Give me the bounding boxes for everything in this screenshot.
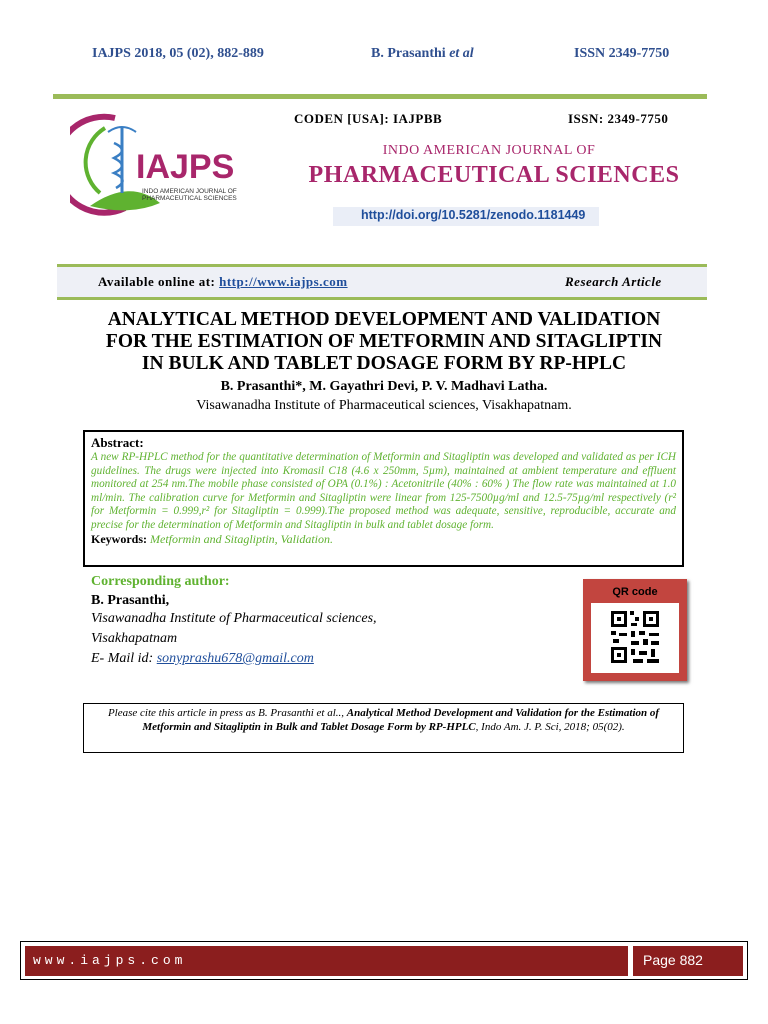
running-header-et-al: et al xyxy=(449,46,474,61)
availability-label: Available online at: xyxy=(98,274,220,289)
footer-page-band xyxy=(633,946,743,976)
article-type: Research Article xyxy=(565,274,662,289)
corresponding-city: Visakhapatnam xyxy=(91,631,178,646)
corresponding-name: B. Prasanthi, xyxy=(91,593,170,608)
logo-subtext-line-1: INDO AMERICAN JOURNAL OF xyxy=(142,188,237,195)
paper-title-line-2: FOR THE ESTIMATION OF METFORMIN AND SITAGLIPTIN xyxy=(105,331,663,352)
paper-title xyxy=(0,309,768,375)
footer-site[interactable]: www.iajps.com xyxy=(33,953,187,968)
citation-box xyxy=(83,703,684,753)
masthead-issn: ISSN: 2349-7750 xyxy=(568,111,669,126)
logo-subtext xyxy=(142,188,237,202)
journal-website-link[interactable]: http://www.iajps.com xyxy=(219,274,348,289)
logo-wordmark: IAJPS xyxy=(136,148,235,186)
logo-subtext-line-2: PHARMACEUTICAL SCIENCES xyxy=(142,195,237,202)
keywords-value: Metformin and Sitagliptin, Validation. xyxy=(150,532,333,546)
footer-site-band xyxy=(25,946,628,976)
citation-suffix: , Indo Am. J. P. Sci, 2018; 05(02). xyxy=(475,721,625,733)
running-header-citation: IAJPS 2018, 05 (02), 882-889 xyxy=(92,46,264,61)
journal-logo xyxy=(70,108,245,218)
paper-authors: B. Prasanthi*, M. Gayathri Devi, P. V. Madhavi Latha. xyxy=(220,379,548,394)
email-label: E- Mail id: xyxy=(91,651,157,666)
doi-link[interactable]: http://doi.org/10.5281/zenodo.1181449 xyxy=(355,207,591,223)
keywords-line xyxy=(91,532,676,547)
running-header-author xyxy=(371,46,474,62)
coden: CODEN [USA]: IAJPBB xyxy=(294,111,443,126)
journal-name-main: PHARMACEUTICAL SCIENCES xyxy=(308,162,680,188)
abstract-box xyxy=(83,430,684,567)
page-number: Page 882 xyxy=(643,952,703,968)
paper-affiliation: Visawanadha Institute of Pharmaceutical sciences, Visakhapatnam. xyxy=(196,398,572,413)
abstract-heading: Abstract: xyxy=(91,435,144,450)
abstract-text: A new RP-HPLC method for the quantitative determination of Metformin and Sitagliptin was developed and validated as per ICH guidelines. The drugs were injected into Kromasil C18 (4.6 x 250mm, 5µm), maintained at ambient temperature and effluent monitored at 254 nm.The mobile phase consisted of OPA (0.1%) : Acetonitrile (40% : 60% ) The flow rate was maintained at 1.0 ml/min. The calibration curve for Metformin and Sitagliptin were linear from 125-7500µg/ml and 12.5-75µg/ml respectively (r² for Metformin = 0.999,r² for Sitagliptin = 0.999).The proposed method was adequate, sensitive, reproducible, accurate and precise for the determination of Metformin and Sitagliptin in bulk and tablet dosage form. xyxy=(91,451,676,531)
availability-line xyxy=(98,274,348,290)
citation-title: Analytical Method Development and Validation for the Estimation of Metformin and Sitagliptin in Bulk and Tablet Dosage Form by RP-HPLC xyxy=(142,707,660,733)
page-footer xyxy=(20,941,748,980)
header-divider xyxy=(53,94,707,99)
corresponding-heading: Corresponding author: xyxy=(91,574,230,589)
qr-code-panel xyxy=(583,579,687,681)
corresponding-email-line xyxy=(91,651,314,667)
corresponding-institute: Visawanadha Institute of Pharmaceutical sciences, xyxy=(91,611,377,626)
paper-title-line-3: IN BULK AND TABLET DOSAGE FORM BY RP-HPLC xyxy=(141,353,627,374)
citation-prefix: Please cite this article in press as B. Prasanthi et al.., xyxy=(107,707,347,719)
qr-label: QR code xyxy=(612,586,658,598)
availability-bottom-rule xyxy=(57,297,707,300)
running-header-author-name: B. Prasanthi xyxy=(371,46,450,61)
keywords-label: Keywords: xyxy=(91,532,150,546)
journal-name-top: INDO AMERICAN JOURNAL OF xyxy=(382,143,596,158)
qr-code-image xyxy=(591,603,679,673)
qr-code-icon xyxy=(591,603,679,673)
running-header-issn: ISSN 2349-7750 xyxy=(574,46,670,61)
email-link[interactable]: sonyprashu678@gmail.com xyxy=(156,651,314,666)
paper-title-line-1: ANALYTICAL METHOD DEVELOPMENT AND VALIDATION xyxy=(107,309,661,330)
